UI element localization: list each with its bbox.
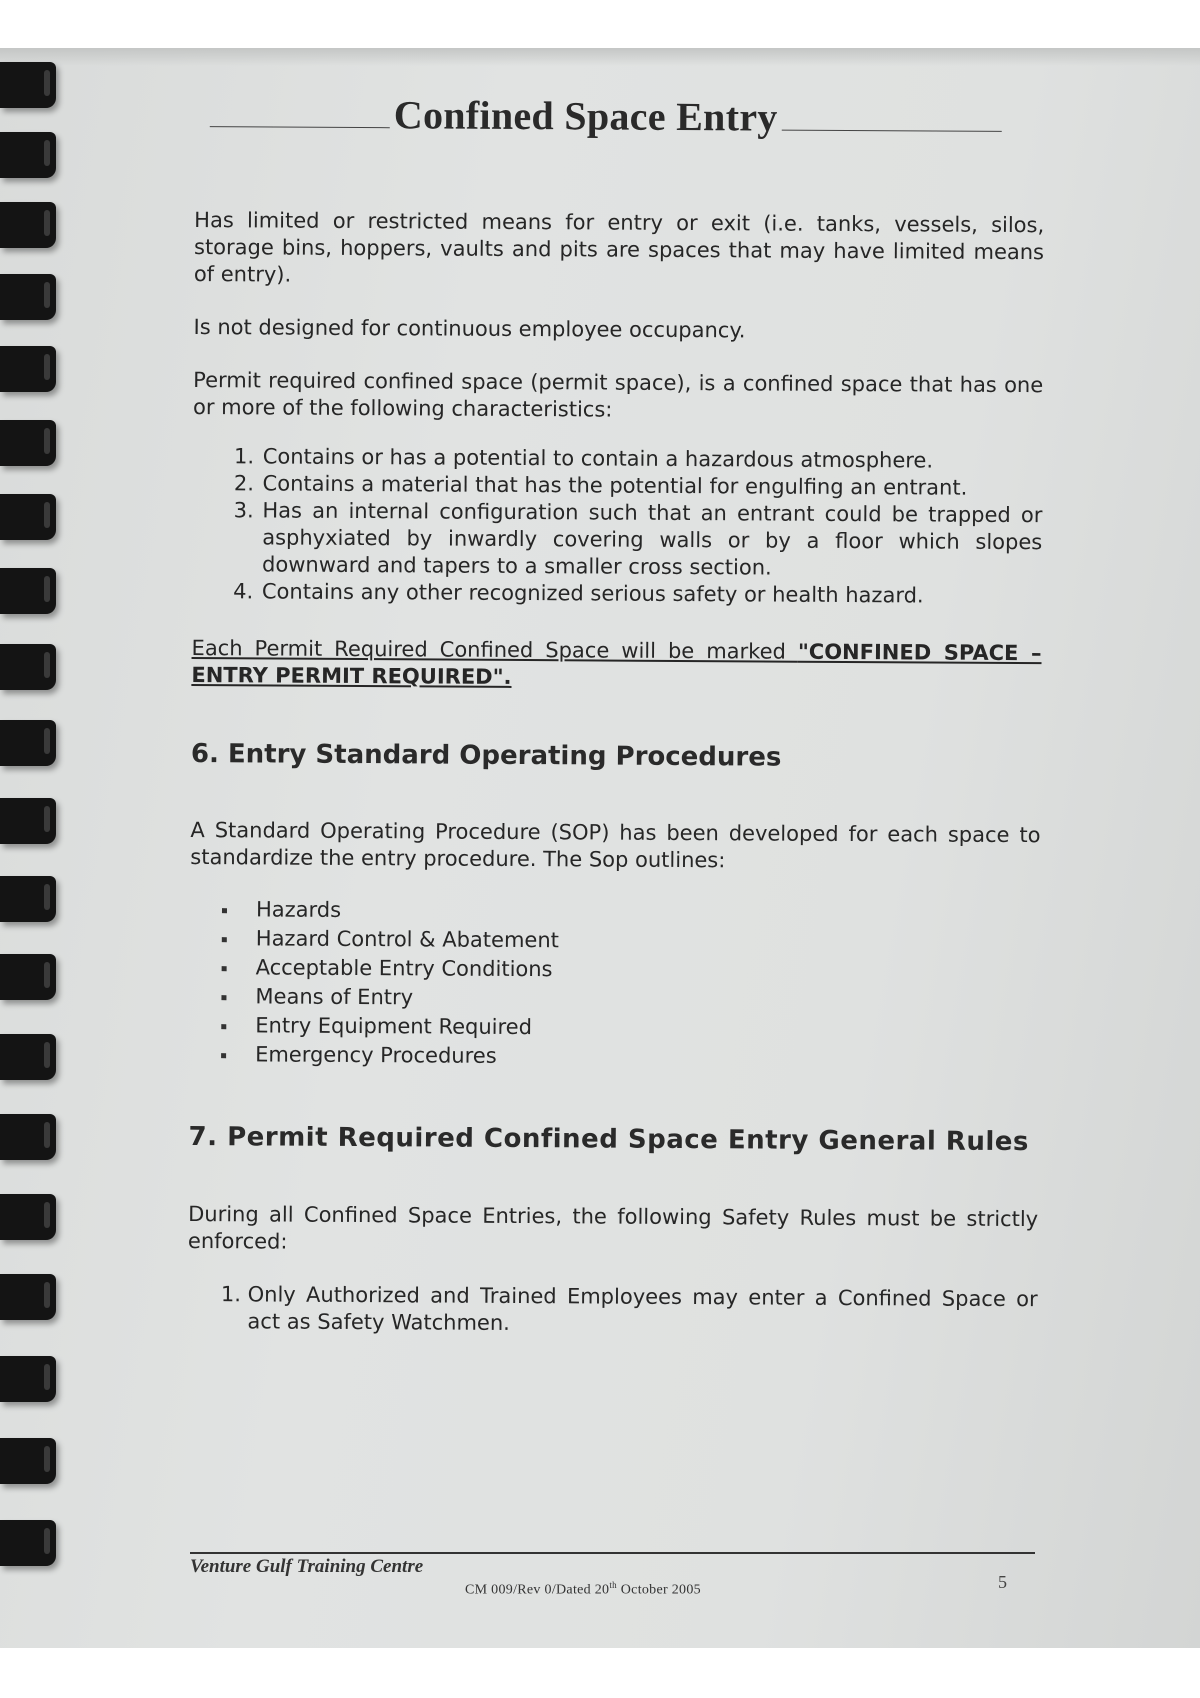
page-edge-shadow [0, 48, 1200, 66]
binding-ring [0, 1356, 56, 1402]
list-item: 3. Has an internal configuration such that an entrant could be trapped or asphyxiated by inwardly covering walls or by a floor which slopes downward and tapers to a smaller cross section. [260, 497, 1042, 583]
intro-paragraph: Is not designed for continuous employee occupancy. [193, 314, 746, 343]
list-item: Hazard Control & Abatement [220, 924, 1040, 958]
binding-ring [0, 1114, 56, 1160]
spiral-binding [0, 48, 60, 1648]
binding-ring [0, 346, 56, 392]
list-item: 1. Contains or has a potential to contain a hazardous atmosphere. [261, 443, 1043, 475]
binding-ring [0, 1438, 56, 1484]
binding-ring [0, 568, 56, 614]
list-item: Entry Equipment Required [219, 1011, 1039, 1045]
binding-ring [0, 954, 56, 1000]
binding-ring [0, 202, 56, 248]
section-paragraph: During all Confined Space Entries, the following Safety Rules must be strictly enforced: [187, 1201, 1039, 1254]
section-paragraph: A Standard Operating Procedure (SOP) has been developed for each space to standardize the entry procedure. The Sop outlines: [190, 817, 1041, 873]
list-item: 2. Contains a material that has the potential for engulfing an entrant. [261, 470, 1043, 502]
binding-ring [0, 720, 56, 766]
list-item: 4. Contains any other recognized serious safety or health hazard. [260, 578, 1042, 610]
list-item: Means of Entry [219, 982, 1039, 1016]
intro-paragraph: Has limited or restricted means for entry or exit (i.e. tanks, vessels, silos, storage bins, hoppers, vaults and pits are spaces that may have limited means of entry). [193, 207, 1045, 287]
page-number: 5 [998, 1572, 1007, 1592]
section-heading: 7. Permit Required Confined Space Entry General Rules [188, 1121, 1029, 1158]
binding-ring [0, 1274, 56, 1320]
binding-ring [0, 274, 56, 320]
page-header [210, 90, 1045, 142]
permit-notice [191, 635, 1041, 694]
binding-ring [0, 1194, 56, 1240]
binding-ring [0, 644, 56, 690]
doc-ref-suffix: October 2005 [616, 1582, 701, 1598]
page-title: Confined Space Entry [393, 92, 778, 140]
binding-ring [0, 420, 56, 466]
page-footer [190, 1552, 1035, 1598]
characteristics-list [192, 443, 1043, 610]
page-content [187, 90, 1045, 1340]
footer-organization: Venture Gulf Training Centre [190, 1556, 424, 1577]
list-item: Acceptable Entry Conditions [220, 953, 1040, 987]
doc-ref-prefix: CM 009/Rev 0/Dated 20 [465, 1582, 610, 1598]
header-rule-left [210, 126, 390, 128]
notice-marking: "CONFINED SPACE – ENTRY PERMIT REQUIRED". [191, 639, 1042, 689]
doc-ref-ordinal: th [609, 1580, 617, 1590]
binding-ring [0, 132, 56, 178]
section-heading: 6. Entry Standard Operating Procedures [190, 738, 782, 773]
header-rule-right [782, 130, 1002, 132]
notice-text: Each Permit Required Confined Space will be marked [191, 635, 798, 664]
list-item: Emergency Procedures [219, 1040, 1039, 1074]
footer-rule [190, 1552, 1035, 1554]
sop-outline-list [189, 895, 1040, 1074]
binding-ring [0, 1034, 56, 1080]
binding-ring [0, 494, 56, 540]
binding-ring [0, 1520, 56, 1566]
binding-ring [0, 876, 56, 922]
binding-ring [0, 798, 56, 844]
list-item: 1. Only Authorized and Trained Employees may enter a Confined Space or act as Safety Watchmen. [247, 1281, 1037, 1340]
binding-ring [0, 62, 56, 108]
footer-document-reference [465, 1580, 701, 1599]
intro-paragraph: Permit required confined space (permit space), is a confined space that has one or more of the following characteristics: [192, 367, 1044, 422]
safety-rules-list [187, 1281, 1037, 1340]
list-item: Hazards [220, 895, 1040, 929]
